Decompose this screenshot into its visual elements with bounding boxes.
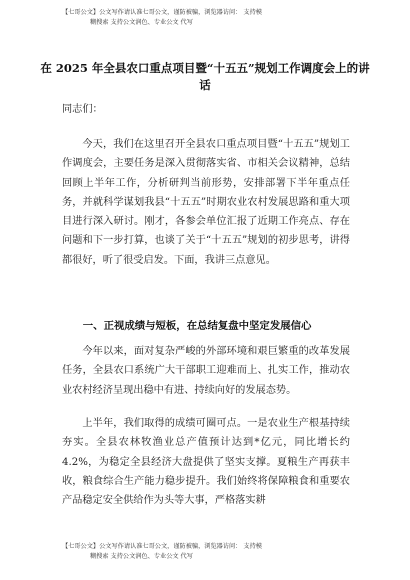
greeting: 同志们： xyxy=(62,104,103,115)
document-title: 在 2025 年全县农口重点项目暨“十五五”规划工作调度会上的讲话 xyxy=(40,61,370,92)
footer-banner-line1: 【七哥公文】公文写作请认准七哥公文，谨防被骗，浏览器访问： 支持模 xyxy=(62,543,262,550)
paragraph-3: 上半年，我们取得的成绩可圈可点。一是农业生产根基持续夯实。全县农林牧渔业总产值预计达到*亿元，同比增长约 4.2%，为稳定全县经济大盘提供了坚实支撑。夏粮生产再获丰收，粮食综合生产能力稳步提升。我们始终将保障粮食和重要农产品稳定安全供给作为头等大事，严格落实耕 xyxy=(62,418,350,507)
header-banner xyxy=(0,8,410,28)
footer-banner xyxy=(0,542,410,562)
section-heading-1: 一、正视成绩与短板，在总结复盘中坚定发展信心 xyxy=(82,320,312,332)
paragraph-2: 今年以来，面对复杂严峻的外部环境和艰巨繁重的改革发展任务，全县农口系统广大干部职工迎难而上、扎实工作，推动农业农村经济呈现出稳中有进、持续向好的发展态势。 xyxy=(62,346,350,396)
header-banner-line2: 糊搜索 支持公文润色、专业公文 代写 xyxy=(90,19,193,26)
header-banner-line1: 【七哥公文】公文写作请认准七哥公文，谨防被骗，浏览器访问： 支持模 xyxy=(62,9,262,16)
footer-banner-line2: 糊搜索 支持公文润色、专业公文 代写 xyxy=(90,553,193,560)
paragraph-intro: 今天，我们在这里召开全县农口重点项目暨“十五五”规划工作调度会，主要任务是深入贯彻落实省、市相关会议精神，总结回顾上半年工作，分析研判当前形势，安排部署下半年重点任务，并就科学谋划我县“十五五”时期农业农村发展思路和重大项目进行深入研讨。刚才，各参会单位汇报了近期工作亮点、存在问题和下一步打算，也谈了关于“十五五”规划的初步思考，讲得都很好，听了很受启发。下面，我讲三点意见。 xyxy=(62,139,350,266)
